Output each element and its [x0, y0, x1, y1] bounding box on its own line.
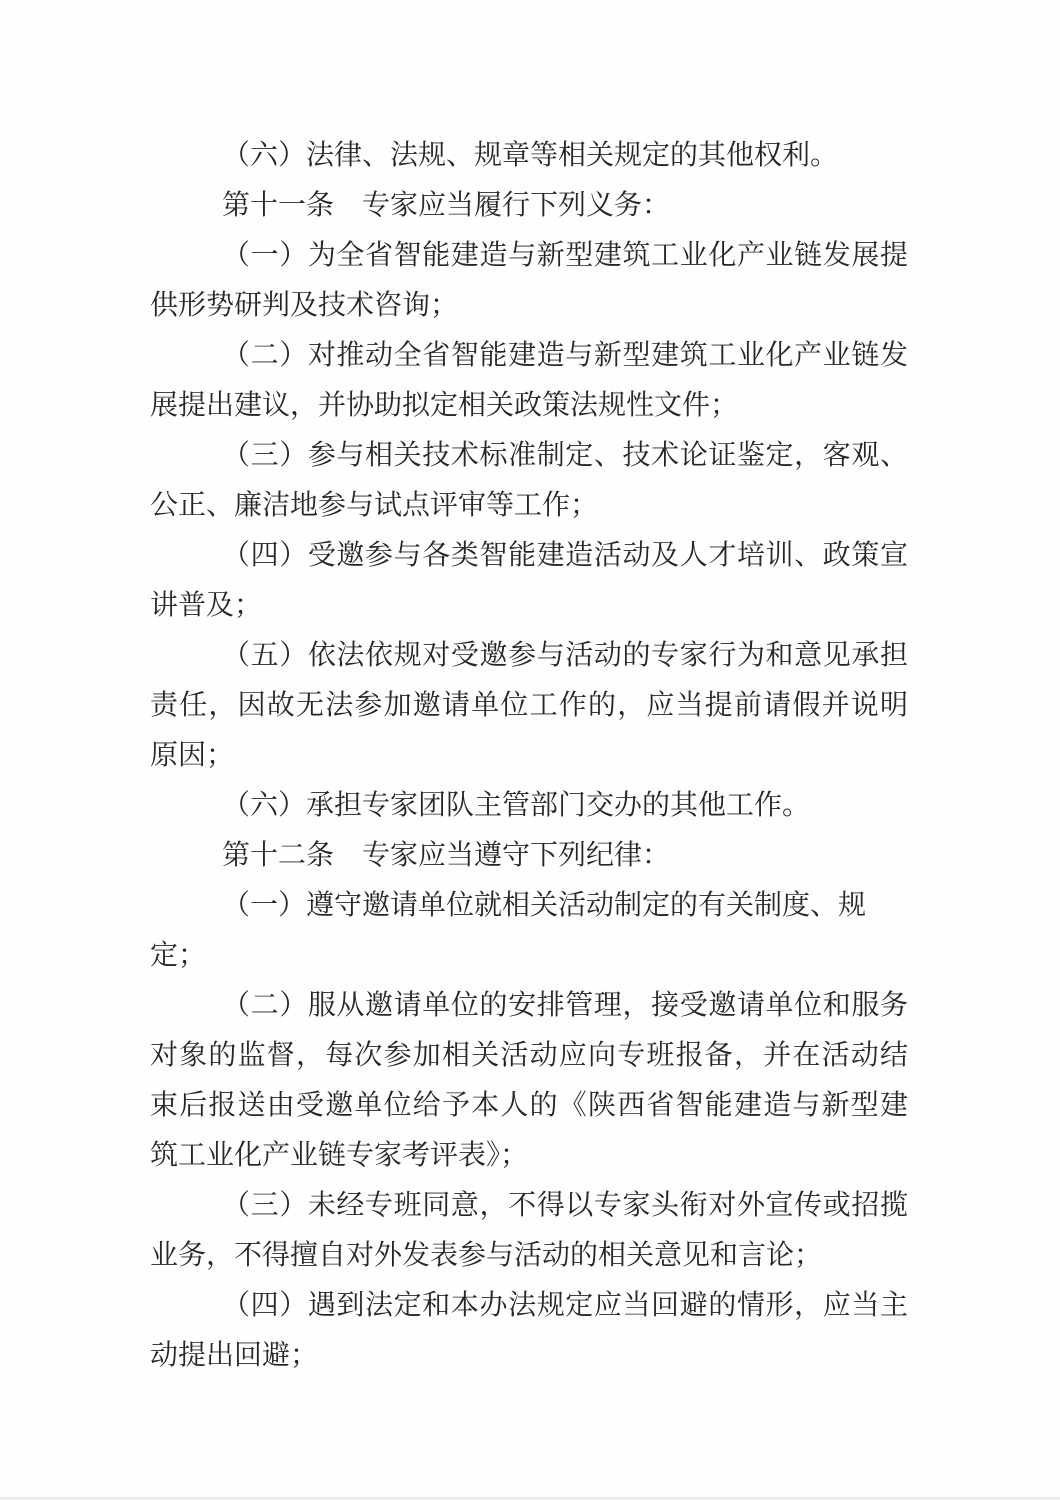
document-line: （三）未经专班同意，不得以专家头衔对外宣传或招揽 [222, 1188, 908, 1221]
document-line: （六）法律、法规、规章等相关规定的其他权利。 [222, 138, 839, 171]
document-line: （四）受邀参与各类智能建造活动及人才培训、政策宣 [222, 538, 908, 571]
document-line: 对象的监督，每次参加相关活动应向专班报备，并在活动结 [150, 1038, 908, 1071]
document-line: （四）遇到法定和本办法规定应当回避的情形，应当主 [222, 1288, 908, 1321]
document-line: 原因； [150, 738, 235, 771]
document-line: 讲普及； [150, 588, 263, 621]
document-line: （六）承担专家团队主管部门交办的其他工作。 [222, 788, 811, 821]
document-line: 展提出建议，并协助拟定相关政策法规性文件； [150, 388, 739, 421]
document-line: 筑工业化产业链专家考评表》； [150, 1138, 529, 1171]
document-line: （一）遵守邀请单位就相关活动制定的有关制度、规定； [150, 888, 867, 971]
document-line: 束后报送由受邀单位给予本人的《陕西省智能建造与新型建 [150, 1088, 908, 1121]
document-line: （三）参与相关技术标准制定、技术论证鉴定，客观、 [222, 438, 908, 471]
document-line: 公正、廉洁地参与试点评审等工作； [150, 488, 599, 521]
document-line: 第十一条 专家应当履行下列义务： [222, 188, 671, 221]
document-line: 责任，因故无法参加邀请单位工作的，应当提前请假并说明 [150, 688, 908, 721]
document-line: （一）为全省智能建造与新型建筑工业化产业链发展提 [222, 238, 908, 271]
document-line: （二）服从邀请单位的安排管理，接受邀请单位和服务 [222, 988, 908, 1021]
document-line: 第十二条 专家应当遵守下列纪律： [222, 838, 671, 871]
document-line: （二）对推动全省智能建造与新型建筑工业化产业链发 [222, 338, 908, 371]
document-line: 业务，不得擅自对外发表参与活动的相关意见和言论； [150, 1238, 823, 1271]
document-line: 供形势研判及技术咨询； [150, 288, 459, 321]
document-text-block [150, 130, 908, 1380]
document-line: 动提出回避； [150, 1338, 319, 1371]
document-line: （五）依法依规对受邀参与活动的专家行为和意见承担 [222, 638, 908, 671]
